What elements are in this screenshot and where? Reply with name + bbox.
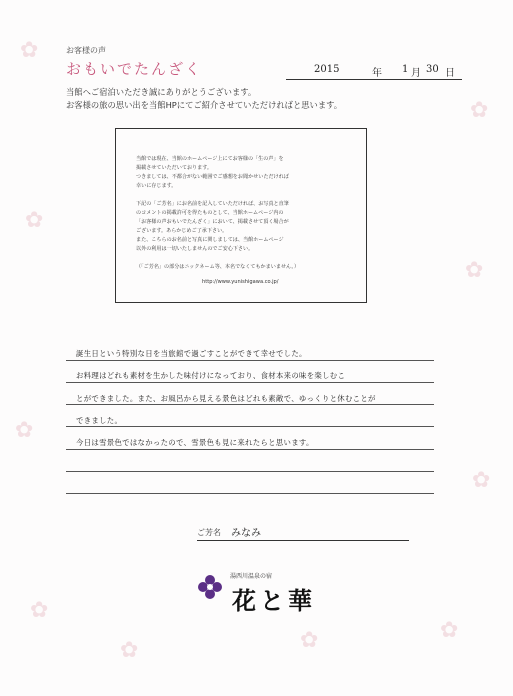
- writing-rule: [66, 471, 434, 472]
- blossom-icon: ✿: [120, 638, 139, 663]
- notice-line: （「ご芳名」の部分はニックネーム等、本名でなくてもかまいません。）: [136, 264, 300, 270]
- page-title: おもいでたんざく: [66, 60, 203, 78]
- intro-line: お客様の旅の思い出を当館HPにてご紹介させていただければと思います。: [66, 100, 343, 110]
- website-url: http://www.yunishigawa.co.jp/: [202, 279, 279, 285]
- comment-line: お料理はどれも素材を生かした味付けになっており、食材本来の味を楽しむこ: [76, 371, 346, 380]
- date-month: 1: [402, 64, 409, 75]
- notice-line: のコメントの掲載許可を得たものとして、当館ホームページ内の: [136, 210, 284, 216]
- date-year: 2015: [314, 64, 340, 75]
- notice-line: ございます。あらかじめご了承下さい。: [136, 228, 228, 234]
- writing-rule: [66, 493, 434, 494]
- notice-line: また、こちらのお名前と写真に関しましては、当館ホームページ: [136, 237, 284, 243]
- notice-line: つきましては、不都合がない範囲でご感想をお聞かせいただければ: [136, 174, 289, 180]
- intro-line: 当館へご宿泊いただき誠にありがとうございます。: [66, 87, 257, 97]
- notice-line: 「お客様の声おもいでたんざく」において、掲載させて頂く場合が: [136, 219, 289, 225]
- date-day-unit: 日: [445, 68, 455, 79]
- date-underline: [286, 79, 462, 80]
- signature-underline: [197, 540, 409, 541]
- writing-rule: [66, 426, 434, 427]
- comment-line: 誕生日という特別な日を当旅館で過ごすことができて幸せでした。: [76, 349, 307, 358]
- flower-logo-icon: [197, 574, 223, 600]
- blossom-icon: ✿: [15, 418, 34, 443]
- writing-rule: [66, 404, 434, 405]
- notice-line: 下記の「ご芳名」にお名前を記入していただければ、お写真と直筆: [136, 201, 289, 207]
- comment-line: とができました。また、お風呂から見える景色はどれも素敵で、ゆっくりと休むことが: [76, 394, 376, 403]
- blossom-icon: ✿: [440, 618, 459, 643]
- blossom-icon: ✿: [20, 38, 39, 63]
- signature-name: みなみ: [231, 528, 261, 539]
- writing-rule: [66, 382, 434, 383]
- header-label: お客様の声: [66, 46, 106, 55]
- blossom-icon: ✿: [300, 628, 319, 653]
- blossom-icon: ✿: [30, 598, 49, 623]
- notice-line: 掲載させていただいております。: [136, 165, 212, 171]
- blossom-icon: ✿: [25, 208, 44, 233]
- notice-box: [115, 128, 367, 303]
- comment-line: 今日は雪景色ではなかったので、雪景色も見に来れたらと思います。: [76, 438, 314, 447]
- logo-tagline: 湯西川温泉の宿: [230, 573, 273, 580]
- writing-rule: [66, 449, 434, 450]
- date-day: 30: [426, 64, 439, 75]
- date-year-unit: 年: [372, 68, 382, 79]
- logo-name: 花と華: [232, 586, 316, 615]
- blossom-icon: ✿: [465, 258, 484, 283]
- comment-line: できました。: [76, 416, 123, 425]
- notice-line: 以外の利用は一切いたしませんのでご安心下さい。: [136, 246, 254, 252]
- date-month-unit: 月: [411, 68, 421, 79]
- blossom-icon: ✿: [472, 468, 491, 493]
- notice-line: 当館では現在、当館のホームページ上にてお客様の「生の声」を: [136, 156, 284, 162]
- notice-line: 幸いに存じます。: [136, 183, 177, 189]
- signature-label: ご芳名: [197, 528, 221, 537]
- blossom-icon: ✿: [470, 98, 489, 123]
- writing-rule: [66, 360, 434, 361]
